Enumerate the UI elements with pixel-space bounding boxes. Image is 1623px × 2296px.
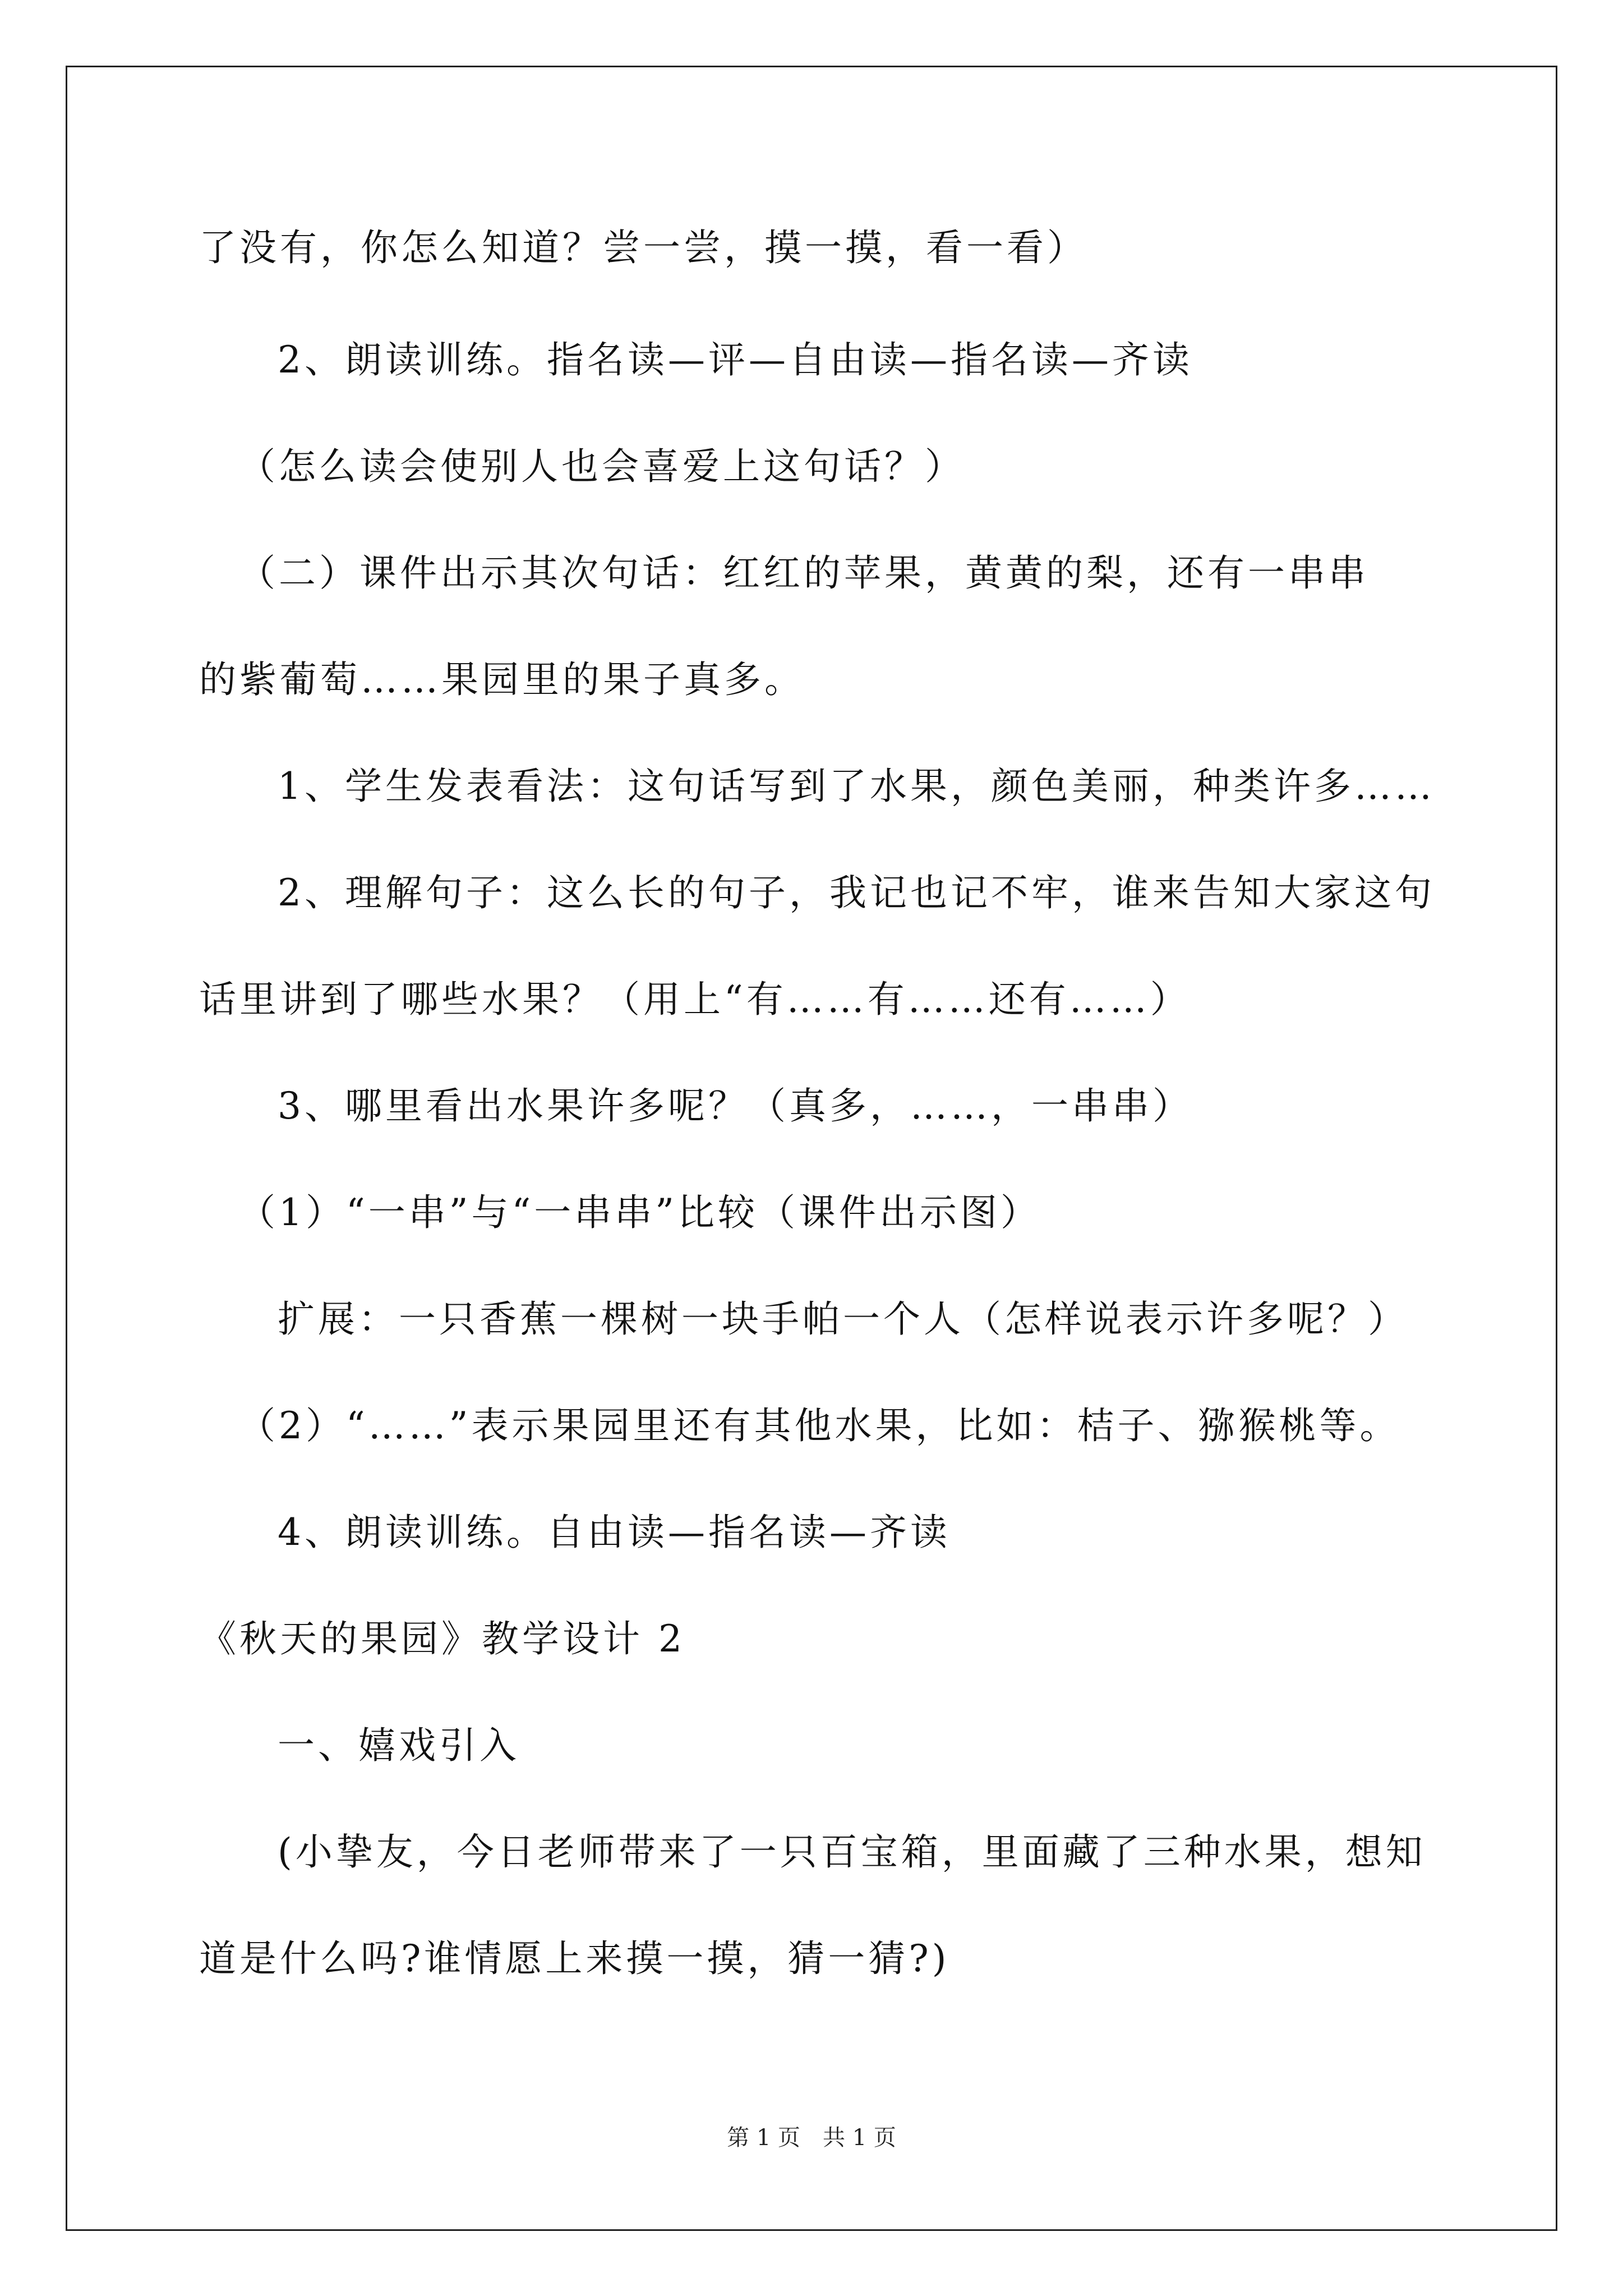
body-line-6: 1、学生发表看法：这句话写到了水果，颜色美丽，种类许多…… — [278, 765, 1435, 808]
body-line-9: 3、哪里看出水果许多呢？（真多，……，一串串） — [278, 1084, 1193, 1128]
body-line-2: 2、朗读训练。指名读—评—自由读—指名读—齐读 — [278, 338, 1193, 381]
page-footer: 第 1 页 共 1 页 — [727, 2125, 896, 2151]
page-border — [66, 66, 1557, 2231]
body-line-10: （1）“一串”与“一串串”比较（课件出示图） — [238, 1191, 1041, 1234]
body-line-16: (小挚友，今日老师带来了一只百宝箱，里面藏了三种水果，想知 — [278, 1830, 1426, 1874]
body-line-7: 2、理解句子：这么长的句子，我记也记不牢，谁来告知大家这句 — [278, 871, 1435, 914]
body-line-5: 的紫葡萄……果园里的果子真多。 — [199, 658, 805, 701]
body-line-12: （2）“……”表示果园里还有其他水果，比如：桔子、猕猴桃等。 — [238, 1404, 1400, 1447]
body-line-13: 4、朗读训练。自由读—指名读—齐读 — [278, 1511, 951, 1554]
body-line-17: 道是什么吗?谁情愿上来摸一摸，猜一猜?) — [199, 1937, 950, 1980]
section-title: 《秋天的果园》教学设计 2 — [199, 1617, 685, 1660]
body-line-3: （怎么读会使别人也会喜爱上这句话？） — [238, 445, 965, 488]
body-line-11: 扩展：一只香蕉一棵树一块手帕一个人（怎样说表示许多呢？） — [278, 1297, 1408, 1341]
body-line-15: 一、嬉戏引入 — [278, 1724, 520, 1767]
body-line-8: 话里讲到了哪些水果？（用上“有……有……还有……） — [199, 978, 1191, 1021]
body-line-4: （二）课件出示其次句话：红红的苹果，黄黄的梨，还有一串串 — [238, 551, 1369, 595]
body-line-1: 了没有，你怎么知道？尝一尝，摸一摸，看一看） — [199, 226, 1087, 269]
